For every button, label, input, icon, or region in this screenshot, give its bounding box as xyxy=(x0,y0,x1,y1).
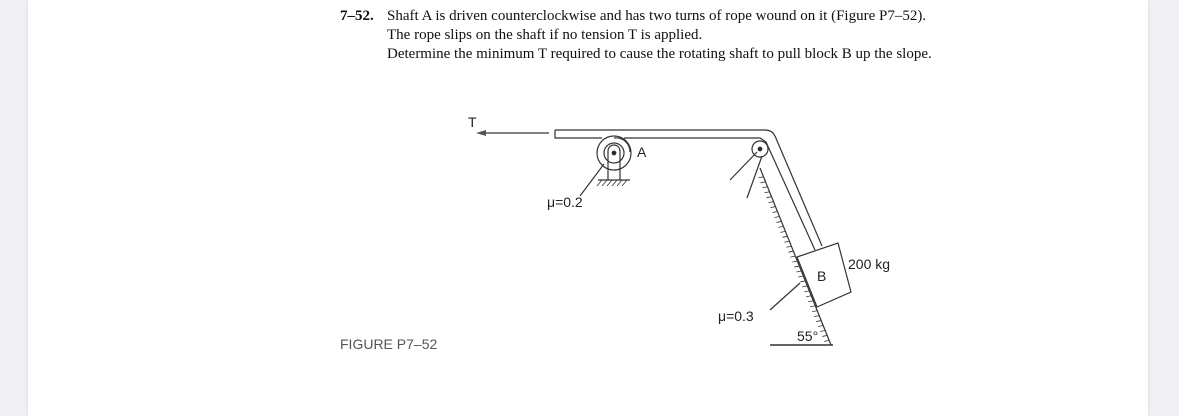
hatch-mark xyxy=(814,316,819,317)
hatch-mark xyxy=(612,180,617,186)
label-mu-shaft: μ=0.2 xyxy=(547,194,583,210)
pulley-bracket-left xyxy=(730,152,757,180)
problem-number: 7–52. xyxy=(340,8,374,24)
rope-end xyxy=(555,130,602,138)
hatch-mark xyxy=(622,180,627,186)
label-mass: 200 kg xyxy=(848,256,891,272)
hatch-mark xyxy=(770,207,775,208)
problem-line-2: The rope slips on the shaft if no tension T is applied. xyxy=(387,27,703,43)
shaft-a-center xyxy=(612,151,616,155)
label-mu-slope: μ=0.3 xyxy=(718,308,754,324)
hatch-mark xyxy=(617,180,622,186)
hatch-mark xyxy=(806,296,811,297)
hatch-mark xyxy=(780,231,785,232)
problem-line-3: Determine the minimum T required to cause the rotating shaft to pull block B up the slope. xyxy=(387,46,932,62)
hatch-mark xyxy=(778,226,783,227)
label-T: T xyxy=(468,114,477,130)
hatch-mark xyxy=(788,251,793,252)
arrow-head-icon xyxy=(476,130,486,136)
hatch-mark xyxy=(798,276,803,277)
hatch-mark xyxy=(800,281,805,282)
hatch-mark xyxy=(597,180,602,186)
hatch-mark xyxy=(802,286,807,287)
hatch-mark xyxy=(794,266,799,267)
hatch-mark xyxy=(772,212,777,213)
hatch-mark xyxy=(824,340,829,341)
hatch-mark xyxy=(776,221,781,222)
hatch-mark xyxy=(761,182,766,183)
hatch-mark xyxy=(822,335,827,336)
pulley-bracket-right xyxy=(747,156,762,198)
label-B: B xyxy=(817,268,827,284)
hatch-mark xyxy=(786,246,791,247)
hatch-mark xyxy=(820,330,825,331)
hatch-mark xyxy=(774,216,779,217)
label-A: A xyxy=(637,144,647,160)
hatch-mark xyxy=(607,180,612,186)
hatch-mark xyxy=(810,306,815,307)
figure-caption: FIGURE P7–52 xyxy=(340,336,438,352)
mu-leader-slope xyxy=(770,283,800,310)
hatch-mark xyxy=(816,321,821,322)
slope-pulley-center xyxy=(758,147,762,151)
hatch-mark xyxy=(818,326,823,327)
hatch-mark xyxy=(784,241,789,242)
hatch-mark xyxy=(790,256,795,257)
hatch-mark xyxy=(792,261,797,262)
hatch-mark xyxy=(808,301,813,302)
ground-hatch xyxy=(597,180,627,186)
hatch-mark xyxy=(767,197,772,198)
hatch-mark xyxy=(602,180,607,186)
hatch-mark xyxy=(782,236,787,237)
rope-outer xyxy=(555,130,822,246)
hatch-mark xyxy=(765,192,770,193)
hatch-mark xyxy=(763,187,768,188)
hatch-mark xyxy=(804,291,809,292)
hatch-mark xyxy=(759,177,764,178)
hatch-mark xyxy=(768,202,773,203)
hatch-mark xyxy=(812,311,817,312)
label-angle: 55° xyxy=(797,328,819,344)
hatch-mark xyxy=(796,271,801,272)
problem-text: Shaft A is driven counterclockwise and has two turns of rope wound on it (Figure P7–52). xyxy=(387,8,927,24)
